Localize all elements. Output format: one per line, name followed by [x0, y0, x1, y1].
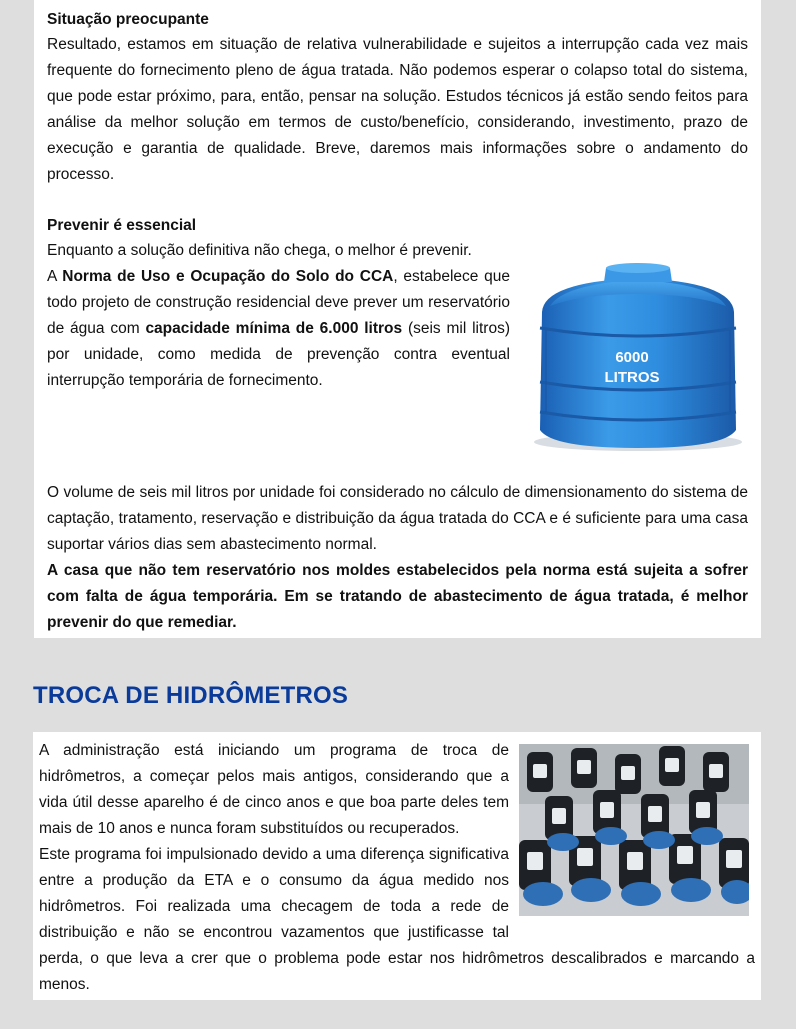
heading-situacao: Situação preocupante — [47, 11, 209, 28]
paragraph-volume: O volume de seis mil litros por unidade foi considerado no cálculo de dimensionamento do sistema de captação, tratamento, reservação e distribuição da água tratada do CCA e é suficiente para uma casa suportar vários dias sem abastecimento normal. — [47, 484, 748, 553]
content-card-reservatorio — [34, 0, 761, 638]
paragraph-hidrometros-1: A administração está iniciando um programa de troca de hidrômetros, a começar pelos mais antigos, considerando que a vida útil desse aparelho é de cinco anos e que boa parte deles tem mais de 10 anos e nunca foram substituídos ou recuperados. — [39, 742, 509, 837]
text-a: A — [47, 268, 63, 285]
water-meters-image — [519, 744, 749, 916]
text-norma-bold: Norma de Uso e Ocupação do Solo do CCA — [62, 268, 394, 285]
text-capacidade-rest: (seis mil litros) por unidade, como medida de prevenção contra eventual interrupção temporária de fornecimento. — [47, 320, 510, 389]
water-tank-icon — [524, 262, 752, 454]
water-meters-icon — [519, 744, 749, 916]
paragraph-situacao: Resultado, estamos em situação de relativa vulnerabilidade e sujeitos a interrupção cada vez mais frequente do fornecimento pleno de água tratada. Não podemos esperar o colapso total do sistema, que pode estar próximo, para, então, pensar na solução. Estudos técnicos já estão sendo feitos para análise da melhor solução em termos de custo/benefício, considerando, investimento, prazo de execução e garantia de qualidade. Breve, daremos mais informações sobre o andamento do processo. — [47, 36, 748, 183]
text-capacidade-bold: capacidade mínima de 6.000 litros — [145, 320, 403, 337]
paragraph-prevenir-intro: Enquanto a solução definitiva não chega, o melhor é prevenir. — [47, 242, 472, 259]
water-tank-image — [524, 262, 752, 454]
tank-label-unit: LITROS — [604, 369, 660, 386]
paragraph-hidrometros-2: Este programa foi impulsionado devido a uma diferença significativa entre a produção da ETA e o consumo da água medido nos hidrômetros. Foi realizada uma checagem de toda a rede de distribuição e não se encontrou vazamentos que justificasse tal perda, o que leva a crer que o problema pode estar nos hidrômetros descalibrados e marcando a menos. — [39, 846, 755, 993]
content-card-hidrometros — [33, 732, 761, 1000]
text-norma-rest: , estabelece que todo projeto de construção residencial deve prever um reservatório de água com — [47, 268, 510, 337]
section-title-hidrometros: TROCA DE HIDRÔMETROS — [33, 682, 349, 709]
tank-label-number: 6000 — [615, 349, 649, 366]
heading-prevenir: Prevenir é essencial — [47, 217, 197, 234]
paragraph-volume-bold: A casa que não tem reservatório nos moldes estabelecidos pela norma está sujeita a sofrer com falta de água temporária. Em se tratando de abastecimento de água tratada, é melhor prevenir do que remediar. — [47, 562, 748, 631]
